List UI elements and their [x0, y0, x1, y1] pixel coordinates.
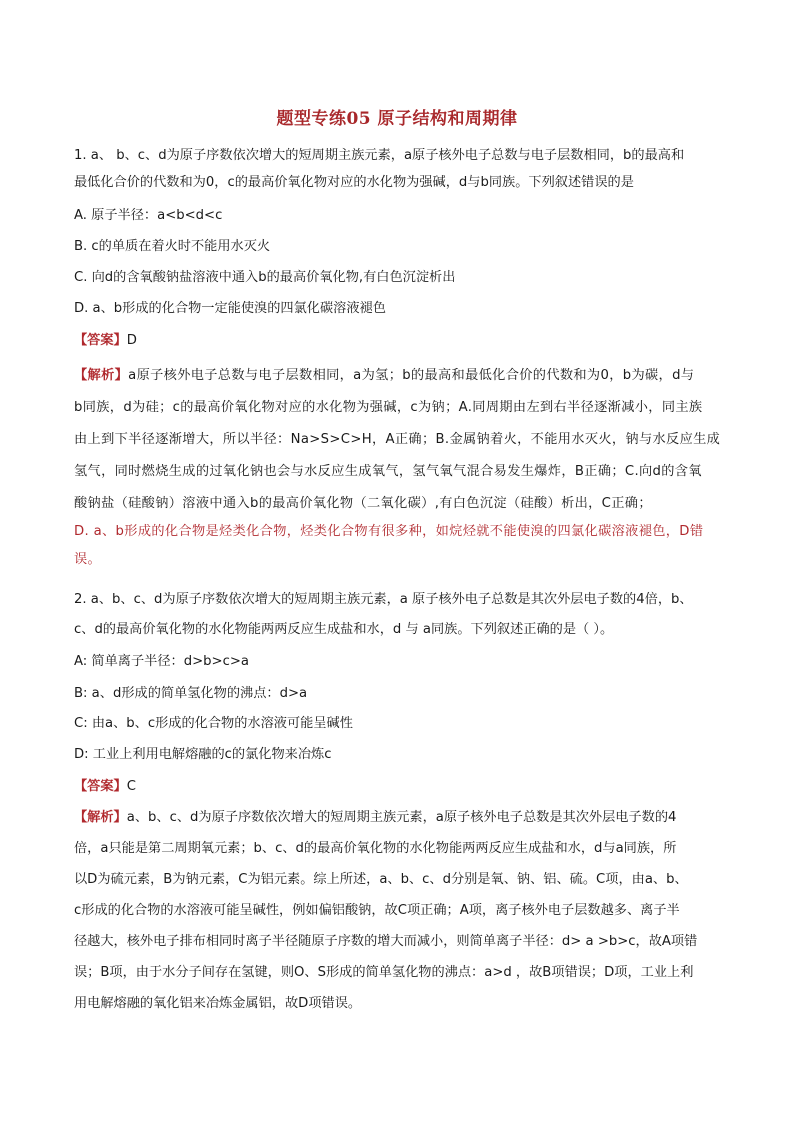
q2-analysis-text: a、b、c、d为原子序数依次增大的短周期主族元素，a原子核外电子总数是其次外层电子数的4 [126, 810, 677, 825]
q1-stem-line-2: 最低化合价的代数和为0，c的最高价氧化物对应的水化物为强碱，d与b同族。下列叙述错误的是 [74, 175, 634, 190]
q1-analysis-line-5: 酸钠盐（硅酸钠）溶液中通入b的最高价氧化物（二氧化碳）,有白色沉淀（硅酸）析出，C正确； [74, 496, 652, 511]
q2-option-d: D: 工业上利用电解熔融的c的氯化物来冶炼c [74, 747, 332, 762]
q1-analysis-line-1 [74, 366, 694, 386]
q2-analysis-line-5: 径越大，核外电子排布相同时离子半径随原子序数的增大而减小，则简单离子半径：d> a >b>c，故A项错 [74, 934, 698, 949]
q1-analysis-text: a原子核外电子总数与电子层数相同，a为氢；b的最高和最低化合价的代数和为0，b为碳，d与 [128, 368, 695, 383]
q1-option-b: B. c的单质在着火时不能用水灭火 [74, 239, 271, 254]
q1-analysis-line-6: D. a、b形成的化合物是烃类化合物，烃类化合物有很多种，如烷烃就不能使溴的四氯化碳溶液褪色，D错 [74, 524, 704, 539]
q2-option-b: B: a、d形成的简单氢化物的沸点：d>a [74, 686, 308, 701]
q2-option-c: C: 由a、b、c形成的化合物的水溶液可能呈碱性 [74, 716, 353, 731]
q2-answer-value: C [126, 779, 136, 794]
q1-analysis-line-4: 氢气，同时燃烧生成的过氧化钠也会与水反应生成氧气，氢气氧气混合易发生爆炸，B正确；C.向d的含氧 [74, 464, 702, 479]
q2-analysis-tag: 【解析】 [74, 810, 127, 825]
q1-option-a: A. 原子半径：a<b<d<c [74, 208, 223, 223]
q1-option-d: D. a、b形成的化合物一定能使溴的四氯化碳溶液褪色 [74, 301, 386, 316]
q2-analysis-line-1 [74, 808, 676, 828]
q1-analysis-line-2: b同族，d为硅；c的最高价氧化物对应的水化物为强碱，c为钠；A.同周期由左到右半径逐渐减小，同主族 [74, 400, 703, 415]
q1-option-c: C. 向d的含氧酸钠盐溶液中通入b的最高价氧化物,有白色沉淀析出 [74, 270, 456, 285]
q2-stem-line-2: c、d的最高价氧化物的水化物能两两反应生成盐和水，d 与 a同族。下列叙述正确的是（ ）。 [74, 622, 614, 637]
q1-answer-value: D [126, 333, 137, 348]
q2-answer [74, 777, 136, 797]
q1-stem-line-1: 1. a、 b、c、d为原子序数依次增大的短周期主族元素，a原子核外电子总数与电子层数相同，b的最高和 [74, 148, 685, 163]
q1-analysis-line-3: 由上到下半径逐渐增大，所以半径：Na>S>C>H，A正确；B.金属钠着火，不能用水灭火，钠与水反应生成 [74, 432, 721, 447]
q2-analysis-line-2: 倍，a只能是第二周期氧元素；b、c、d的最高价氧化物的水化物能两两反应生成盐和水，d与a同族，所 [74, 841, 677, 856]
q2-analysis-line-4: c形成的化合物的水溶液可能呈碱性，例如偏铝酸钠，故C项正确；A项，离子核外电子层数越多、离子半 [74, 903, 680, 918]
q2-stem-line-1: 2. a、b、c、d为原子序数依次增大的短周期主族元素，a 原子核外电子总数是其次外层电子数的4倍，b、 [74, 592, 693, 607]
q2-analysis-line-7: 用电解熔融的氧化铝来冶炼金属铝，故D项错误。 [74, 996, 362, 1011]
q2-analysis-line-3: 以D为硫元素，B为钠元素，C为铝元素。综上所述，a、b、c、d分别是氧、钠、铝、硫。C项，由a、b、 [74, 872, 688, 887]
q2-option-a: A: 简单离子半径：d>b>c>a [74, 654, 249, 669]
q2-answer-tag: 【答案】 [74, 779, 127, 794]
q2-analysis-line-6: 误；B项，由于水分子间存在氢键，则O、S形成的简单氢化物的沸点：a>d ，故B项错误；D项，工业上利 [74, 965, 694, 980]
page-title: 题型专练05 原子结构和周期律 [276, 109, 518, 129]
q1-answer-tag: 【答案】 [74, 333, 127, 348]
q1-analysis-tag: 【解析】 [74, 368, 129, 383]
q1-answer [74, 331, 137, 351]
q1-analysis-line-7: 误。 [74, 552, 102, 567]
